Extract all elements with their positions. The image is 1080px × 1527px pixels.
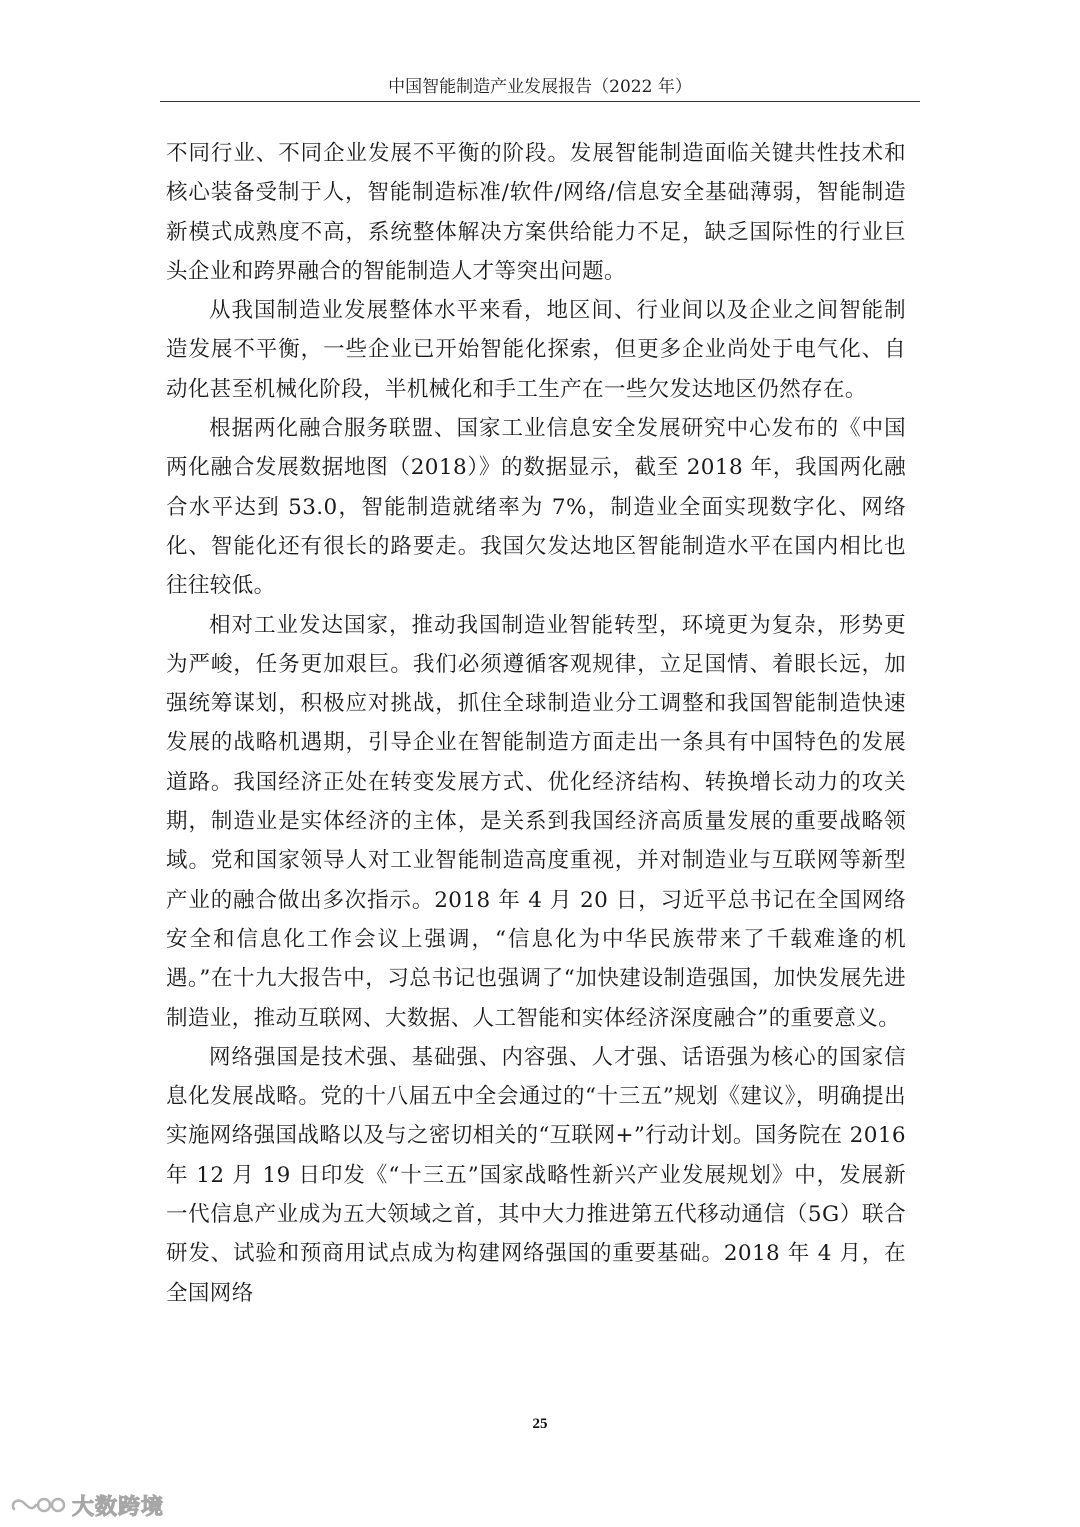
header-rule <box>160 101 920 102</box>
paragraph-2: 从我国制造业发展整体水平来看，地区间、行业间以及企业之间智能制造发展不平衡，一些企业已开始智能化探索，但更多企业尚处于电气化、自动化甚至机械化阶段，半机械化和手工生产在一些欠发达地区仍然存在。 <box>166 298 906 402</box>
paragraph-1: 不同行业、不同企业发展不平衡的阶段。发展智能制造面临关键共性技术和核心装备受制于人，智能制造标准/软件/网络/信息安全基础薄弱，智能制造新模式成熟度不高，系统整体解决方案供给能力不足，缺乏国际性的行业巨头企业和跨界融合的智能制造人才等突出问题。 <box>166 141 906 284</box>
running-header: 中国智能制造产业发展报告（2022 年） <box>388 77 692 97</box>
paragraph-3: 根据两化融合服务联盟、国家工业信息安全发展研究中心发布的《中国两化融合发展数据地图（2018）》的数据显示，截至 2018 年，我国两化融合水平达到 53.0，智能制造就绪率为 7%，制造业全面实现数字化、网络化、智能化还有很长的路要走。我国欠发达地区智能制造水平在国内相比也往往较低。 <box>166 416 906 599</box>
page-body <box>166 134 906 1313</box>
infinity-logo-icon <box>8 1493 68 1517</box>
watermark <box>8 1490 164 1520</box>
watermark-text: 大数跨境 <box>72 1494 165 1520</box>
page-number: 25 <box>532 1416 548 1432</box>
paragraph-5: 网络强国是技术强、基础强、内容强、人才强、话语强为核心的国家信息化发展战略。党的十八届五中全会通过的“十三五”规划《建议》，明确提出实施网络强国战略以及与之密切相关的“互联网+”行动计划。国务院在 2016 年 12 月 19 日印发《“十三五”国家战略性新兴产业发展规划》中，发展新一代信息产业成为五大领域之首，其中大力推进第五代移动通信（5G）联合研发、试验和预商用试点成为构建网络强国的重要基础。2018 年 4 月，在全国网络 <box>166 1044 906 1306</box>
paragraph-4: 相对工业发达国家，推动我国制造业智能转型，环境更为复杂，形势更为严峻，任务更加艰巨。我们必须遵循客观规律，立足国情、着眼长远，加强统筹谋划，积极应对挑战，抓住全球制造业分工调整和我国智能制造快速发展的战略机遇期，引导企业在智能制造方面走出一条具有中国特色的发展道路。我国经济正处在转变发展方式、优化经济结构、转换增长动力的攻关期，制造业是实体经济的主体，是关系到我国经济高质量发展的重要战略领域。党和国家领导人对工业智能制造高度重视，并对制造业与互联网等新型产业的融合做出多次指示。2018 年 4 月 20 日，习近平总书记在全国网络安全和信息化工作会议上强调，“信息化为中华民族带来了千载难逢的机遇。”在十九大报告中，习总书记也强调了“加快建设制造强国，加快发展先进制造业，推动互联网、大数据、人工智能和实体经济深度融合”的重要意义。 <box>166 612 906 1031</box>
